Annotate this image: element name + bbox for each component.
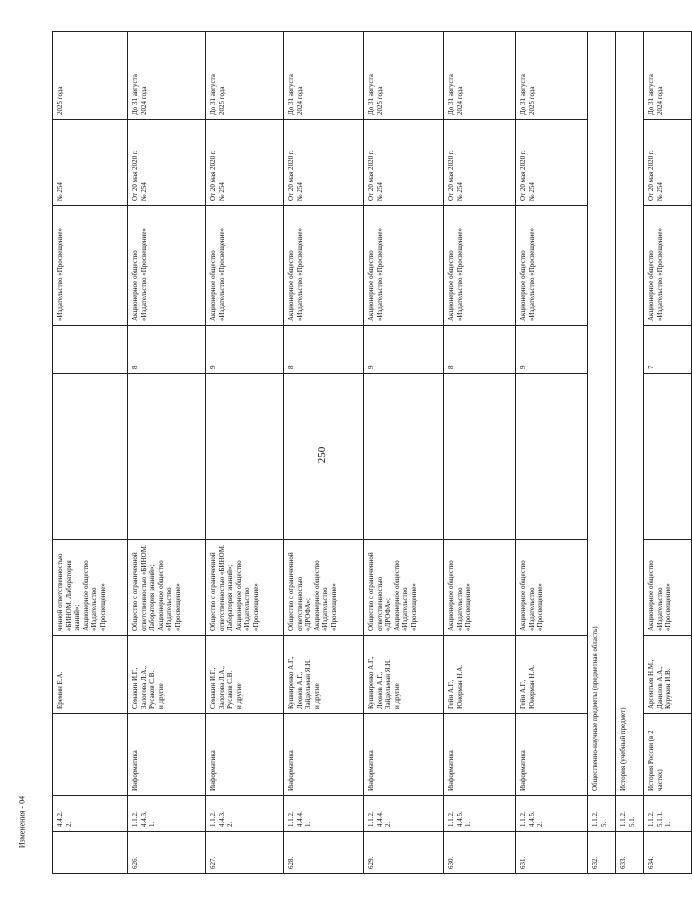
row-number: 630. [444, 832, 516, 874]
row-number: 628. [284, 832, 364, 874]
empty-cell [516, 374, 588, 540]
row-code: 1.1.2. 5. [588, 796, 616, 832]
row-code: 1.1.2. 4.4.5. 2. [516, 796, 588, 832]
empty-cell [206, 374, 284, 540]
empty-cell [128, 374, 206, 540]
empty-cell [53, 374, 128, 540]
subject-cell: Информатика [444, 714, 516, 796]
order-cell: От 20 мая 2020 г. № 254 [444, 120, 516, 206]
publisher-cell: Общество с ограниченной ответственностью «БИНОМ. Лаборатория знаний»; Акционерное общество «Издательство «Просвещение» [206, 540, 284, 636]
order-cell: От 20 мая 2020 г. № 254 [644, 120, 692, 206]
publisher-cell: ченной ответственностью «БИНОМ. Лаборатория знаний»; Акционерное общество «Издательство «Просвещение» [53, 540, 128, 636]
order-cell: От 20 мая 2020 г. № 254 [516, 120, 588, 206]
empty-cell [364, 374, 444, 540]
authors-cell: Семакин И.Г., Залогова Л.А., Русаков С.В. и другие [128, 636, 206, 714]
publisher-cell: Общество с ограниченной ответственностью «ДРОФА»; Акционерное общество «Издательство «Просвещение» [284, 540, 364, 636]
authors-cell: Арсентьев Н.М., Данилов А.А., Курукин И.В. [644, 636, 692, 714]
order-cell: От 20 мая 2020 г. № 254 [284, 120, 364, 206]
row-code: 4.4.2. 2. [53, 796, 128, 832]
validity-cell: До 31 августа 2024 года [444, 32, 516, 120]
table-row [516, 32, 588, 874]
row-code: 1.1.2. 5.1. [616, 796, 644, 832]
page-number: 250 [316, 446, 328, 464]
order-cell: От 20 мая 2020 г. № 254 [206, 120, 284, 206]
organization-cell: Акционерное общество «Издательство «Просвещение» [128, 206, 206, 326]
grade-cell: 9 [206, 326, 284, 374]
grade-cell: 8 [284, 326, 364, 374]
subject-cell: Информатика [284, 714, 364, 796]
empty-cell [444, 374, 516, 540]
organization-cell: Акционерное общество «Издательство «Просвещение» [516, 206, 588, 326]
grade-cell: 8 [128, 326, 206, 374]
table-row [444, 32, 516, 874]
authors-cell: Гейн А.Г., Юнерман Н.А. [444, 636, 516, 714]
subject-cell: Информатика [206, 714, 284, 796]
subject-cell: Информатика [364, 714, 444, 796]
order-cell: От 20 мая 2020 г. № 254 [128, 120, 206, 206]
row-number: 632. [588, 832, 616, 874]
row-number: 626. [128, 832, 206, 874]
publisher-cell: Акционерное общество «Издательство «Просвещение» [444, 540, 516, 636]
row-number: 631. [516, 832, 588, 874]
empty-cell [644, 374, 692, 540]
authors-cell: Кушниренко А.Г., Леонов А.Г., Зайдельман Я.Н. и другие [284, 636, 364, 714]
subject-cell: История России (в 2 частях) [644, 714, 692, 796]
grade-cell: 8 [444, 326, 516, 374]
section-title: Общественно-научные предметы (предметная область) [588, 32, 616, 796]
grade-cell [53, 326, 128, 374]
grade-cell: 9 [516, 326, 588, 374]
table-row [128, 32, 206, 874]
validity-cell: До 31 августа 2024 года [128, 32, 206, 120]
authors-cell: Семакин И.Г., Залогова Л.А., Русаков С.В. и другие [206, 636, 284, 714]
row-code: 1.1.2. 4.4.5. 1. [444, 796, 516, 832]
row-code: 1.1.2. 4.4.3. 1. [128, 796, 206, 832]
organization-cell: Акционерное общество «Издательство «Просвещение» [364, 206, 444, 326]
row-code: 1.1.2. 4.4.3. 2. [206, 796, 284, 832]
footer-revision: Изменения - 04 [17, 795, 27, 849]
section-row [588, 32, 616, 874]
order-cell: № 254 [53, 120, 128, 206]
rotated-table-container [52, 32, 672, 874]
organization-cell: Акционерное общество «Издательство «Просвещение» [644, 206, 692, 326]
order-cell: От 20 мая 2020 г. № 254 [364, 120, 444, 206]
publisher-cell: Общество с ограниченной ответственностью «БИНОМ. Лаборатория знаний»; Акционерное общество «Издательство «Просвещение» [128, 540, 206, 636]
publisher-cell: Акционерное общество «Издательство «Просвещение» [516, 540, 588, 636]
row-code: 1.1.2. 5.1.1. 1. [644, 796, 692, 832]
publisher-cell: Акционерное общество «Издательство «Просвещение» [644, 540, 692, 636]
grade-cell: 9 [364, 326, 444, 374]
authors-cell: Кушниренко А.Г., Леонов А.Г., Зайдельман Я.Н. и другие [364, 636, 444, 714]
organization-cell: «Издательство «Просвещение» [53, 206, 128, 326]
row-code: 1.1.2. 4.4.4. 1. [284, 796, 364, 832]
row-number: 634. [644, 832, 692, 874]
authors-cell: Гейн А.Г., Юнерман Н.А. [516, 636, 588, 714]
textbook-table [52, 31, 692, 874]
table-row [284, 32, 364, 874]
table-row [206, 32, 284, 874]
row-number [53, 832, 128, 874]
publisher-cell: Общество с ограниченной ответственностью «ДРОФА»; Акционерное общество «Издательство «Просвещение» [364, 540, 444, 636]
row-number: 629. [364, 832, 444, 874]
authors-cell: Еремин Е.А. [53, 636, 128, 714]
validity-cell: До 31 августа 2024 года [284, 32, 364, 120]
row-code: 1.1.2. 4.4.4. 2. [364, 796, 444, 832]
empty-cell [284, 374, 364, 540]
section-title: История (учебный предмет) [616, 32, 644, 796]
row-number: 627. [206, 832, 284, 874]
validity-cell: 2025 года [53, 32, 128, 120]
table-row [53, 32, 128, 874]
validity-cell: До 31 августа 2025 года [516, 32, 588, 120]
table-row [644, 32, 692, 874]
organization-cell: Акционерное общество «Издательство «Просвещение» [206, 206, 284, 326]
subject-cell: Информатика [516, 714, 588, 796]
validity-cell: До 31 августа 2024 года [644, 32, 692, 120]
subject-cell: Информатика [128, 714, 206, 796]
validity-cell: До 31 августа 2025 года [364, 32, 444, 120]
organization-cell: Акционерное общество «Издательство «Просвещение» [444, 206, 516, 326]
subject-cell [53, 714, 128, 796]
validity-cell: До 31 августа 2025 года [206, 32, 284, 120]
table-row [364, 32, 444, 874]
row-number: 633. [616, 832, 644, 874]
grade-cell: 7 [644, 326, 692, 374]
section-row [616, 32, 644, 874]
organization-cell: Акционерное общество «Издательство «Просвещение» [284, 206, 364, 326]
